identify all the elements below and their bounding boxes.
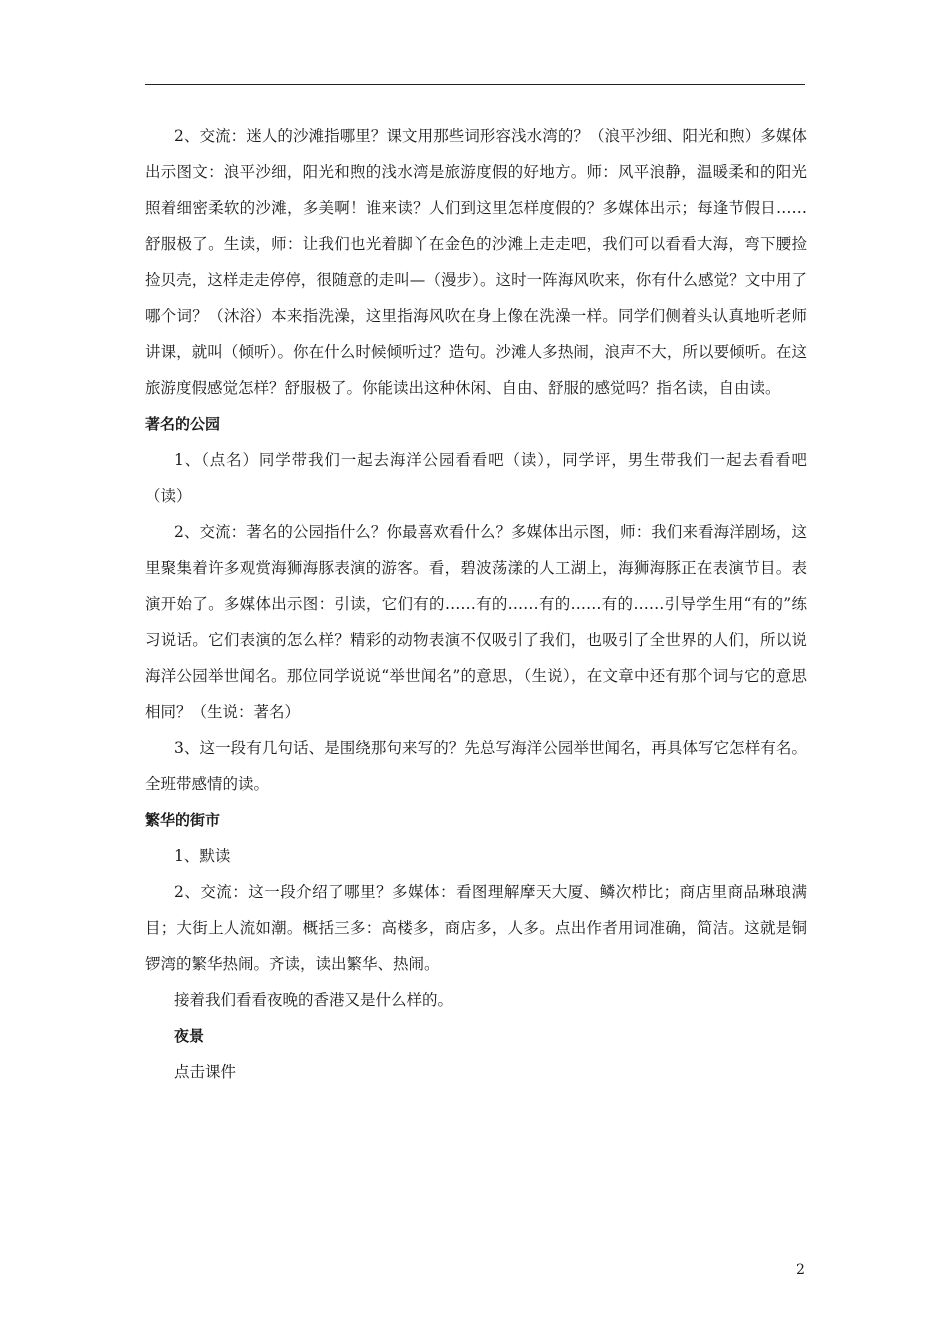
paragraph: 2、交流：迷人的沙滩指哪里？课文用那些词形容浅水湾的？（浪平沙细、阳光和煦）多媒体出示图文：浪平沙细，阳光和煦的浅水湾是旅游度假的好地方。师：风平浪静，温暖柔和的阳光照着细密柔软的沙滩，多美啊！谁来读？人们到这里怎样度假的？多媒体出示；每逢节假日……舒服极了。生读，师：让我们也光着脚丫在金色的沙滩上走走吧，我们可以看看大海，弯下腰捡捡贝壳，这样走走停停，很随意的走叫—（漫步）。这时一阵海风吹来，你有什么感觉？文中用了哪个词？（沐浴）本来指洗澡，这里指海风吹在身上像在洗澡一样。同学们侧着头认真地听老师讲课，就叫（倾听）。你在什么时候倾听过？造句。沙滩人多热闹，浪声不大，所以要倾听。在这旅游度假感觉怎样？舒服极了。你能读出这种休闲、自由、舒服的感觉吗？指名读，自由读。 xyxy=(145,127,807,397)
night-heading: 夜景 xyxy=(174,1027,205,1045)
paragraph: 2、交流：这一段介绍了哪里？多媒体：看图理解摩天大厦、鳞次栉比；商店里商品琳琅满目；大街上人流如潮。概括三多：高楼多，商店多，人多。点出作者用词准确，简洁。这就是铜锣湾的繁华热闹。齐读，读出繁华、热闹。 xyxy=(145,883,807,973)
closing-line: 接着我们看看夜晚的香港又是什么样的。 xyxy=(174,991,454,1009)
paragraph: 1、（点名）同学带我们一起去海洋公园看看吧（读），同学评，男生带我们一起去看看吧（读） xyxy=(145,451,807,505)
night-line: 点击课件 xyxy=(174,1063,237,1081)
section-heading: 著名的公园 xyxy=(145,415,221,433)
section-heading: 繁华的街市 xyxy=(145,811,221,829)
paragraph: 2、交流：著名的公园指什么？你最喜欢看什么？多媒体出示图，师：我们来看海洋剧场，这里聚集着许多观赏海狮海豚表演的游客。看，碧波荡漾的人工湖上，海狮海豚正在表演节目。表演开始了。多媒体出示图：引读，它们有的……有的……有的……有的……引导学生用“有的”练习说话。它们表演的怎么样？精彩的动物表演不仅吸引了我们，也吸引了全世界的人们，所以说海洋公园举世闻名。那位同学说说“举世闻名”的意思，（生说），在文章中还有那个词与它的意思相同？（生说：著名） xyxy=(145,523,807,721)
paragraph: 3、这一段有几句话、是围绕那句来写的？先总写海洋公园举世闻名，再具体写它怎样有名。全班带感情的读。 xyxy=(145,739,807,793)
page-number: 2 xyxy=(796,1262,805,1278)
document-body xyxy=(145,118,807,1090)
paragraph: 1、默读 xyxy=(174,847,231,865)
header-rule xyxy=(145,84,805,85)
